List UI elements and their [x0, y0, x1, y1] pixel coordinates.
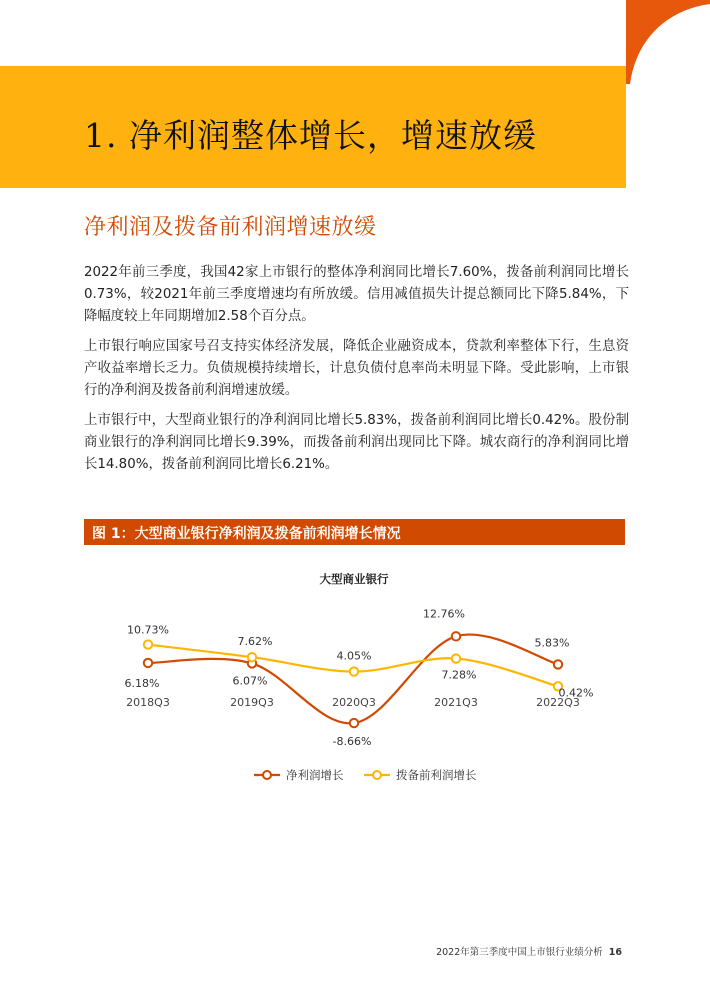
section-banner: [0, 66, 626, 188]
net-profit-data-label: -8.66%: [332, 735, 372, 749]
legend-pre-provision-label: 拨备前利润增长: [396, 768, 477, 782]
net-profit-data-label: 5.83%: [534, 636, 570, 650]
x-tick-label: 2022Q3: [536, 696, 580, 709]
pre-provision-profit-data-label: 4.05%: [336, 649, 372, 663]
pre-provision-profit-point: [248, 653, 256, 661]
legend-net-profit-marker: [263, 771, 271, 779]
page-number: 16: [608, 947, 622, 958]
legend-pre-provision-marker: [373, 771, 381, 779]
net-profit-data-label: 12.76%: [423, 607, 465, 621]
legend-net-profit-label: 净利润增长: [286, 768, 344, 782]
pre-provision-profit-point: [144, 640, 152, 648]
line-chart: [84, 560, 625, 800]
footer-text: 2022年第三季度中国上市银行业绩分析: [436, 947, 603, 958]
paragraph-2: 上市银行响应国家号召支持实体经济发展，降低企业融资成本，贷款利率整体下行，生息资产收益率增长乏力。负债规模持续增长，计息负债付息率尚未明显下降。受此影响，上市银行的净利润及拨备前利润增速放缓。: [84, 339, 629, 398]
pre-provision-profit-point: [350, 667, 358, 675]
pre-provision-profit-data-label: 7.62%: [237, 635, 273, 649]
x-tick-label: 2019Q3: [230, 696, 274, 709]
pre-provision-profit-point: [452, 654, 460, 662]
page-footer: [436, 944, 622, 958]
net-profit-point: [144, 659, 152, 667]
x-tick-label: 2018Q3: [126, 696, 170, 709]
pre-provision-profit-data-label: 10.73%: [127, 623, 169, 637]
x-tick-label: 2021Q3: [434, 696, 478, 709]
corner-decoration: [626, 0, 710, 84]
section-title: 1. 净利润整体增长，增速放缓: [84, 116, 537, 155]
chart-title: 大型商业银行: [319, 572, 389, 586]
paragraph-1: 2022年前三季度，我国42家上市银行的整体净利润同比增长7.60%，拨备前利润同比增长0.73%，较2021年前三季度增速均有所放缓。信用减值损失计提总额同比下降5.84%，下降幅度较上年同期增加2.58个百分点。: [84, 265, 629, 324]
net-profit-point: [452, 632, 460, 640]
net-profit-line: [148, 635, 558, 724]
subtitle: 净利润及拨备前利润增速放缓: [84, 215, 377, 240]
net-profit-point: [554, 660, 562, 668]
net-profit-data-label: 6.18%: [124, 676, 160, 690]
net-profit-data-label: 6.07%: [232, 674, 268, 688]
pre-provision-profit-data-label: 7.28%: [441, 668, 477, 682]
figure-caption-bar: [84, 519, 625, 545]
net-profit-point: [350, 719, 358, 727]
paragraph-3: 上市银行中，大型商业银行的净利润同比增长5.83%，拨备前利润同比增长0.42%。股份制商业银行的净利润同比增长9.39%，而拨备前利润出现同比下降。城农商行的净利润同比增长14.80%，拨备前利润同比增长6.21%。: [84, 413, 629, 472]
figure-caption: 图 1：大型商业银行净利润及拨备前利润增长情况: [92, 526, 401, 542]
pre-provision-profit-data-label: 0.42%: [558, 686, 594, 700]
x-tick-label: 2020Q3: [332, 696, 376, 709]
